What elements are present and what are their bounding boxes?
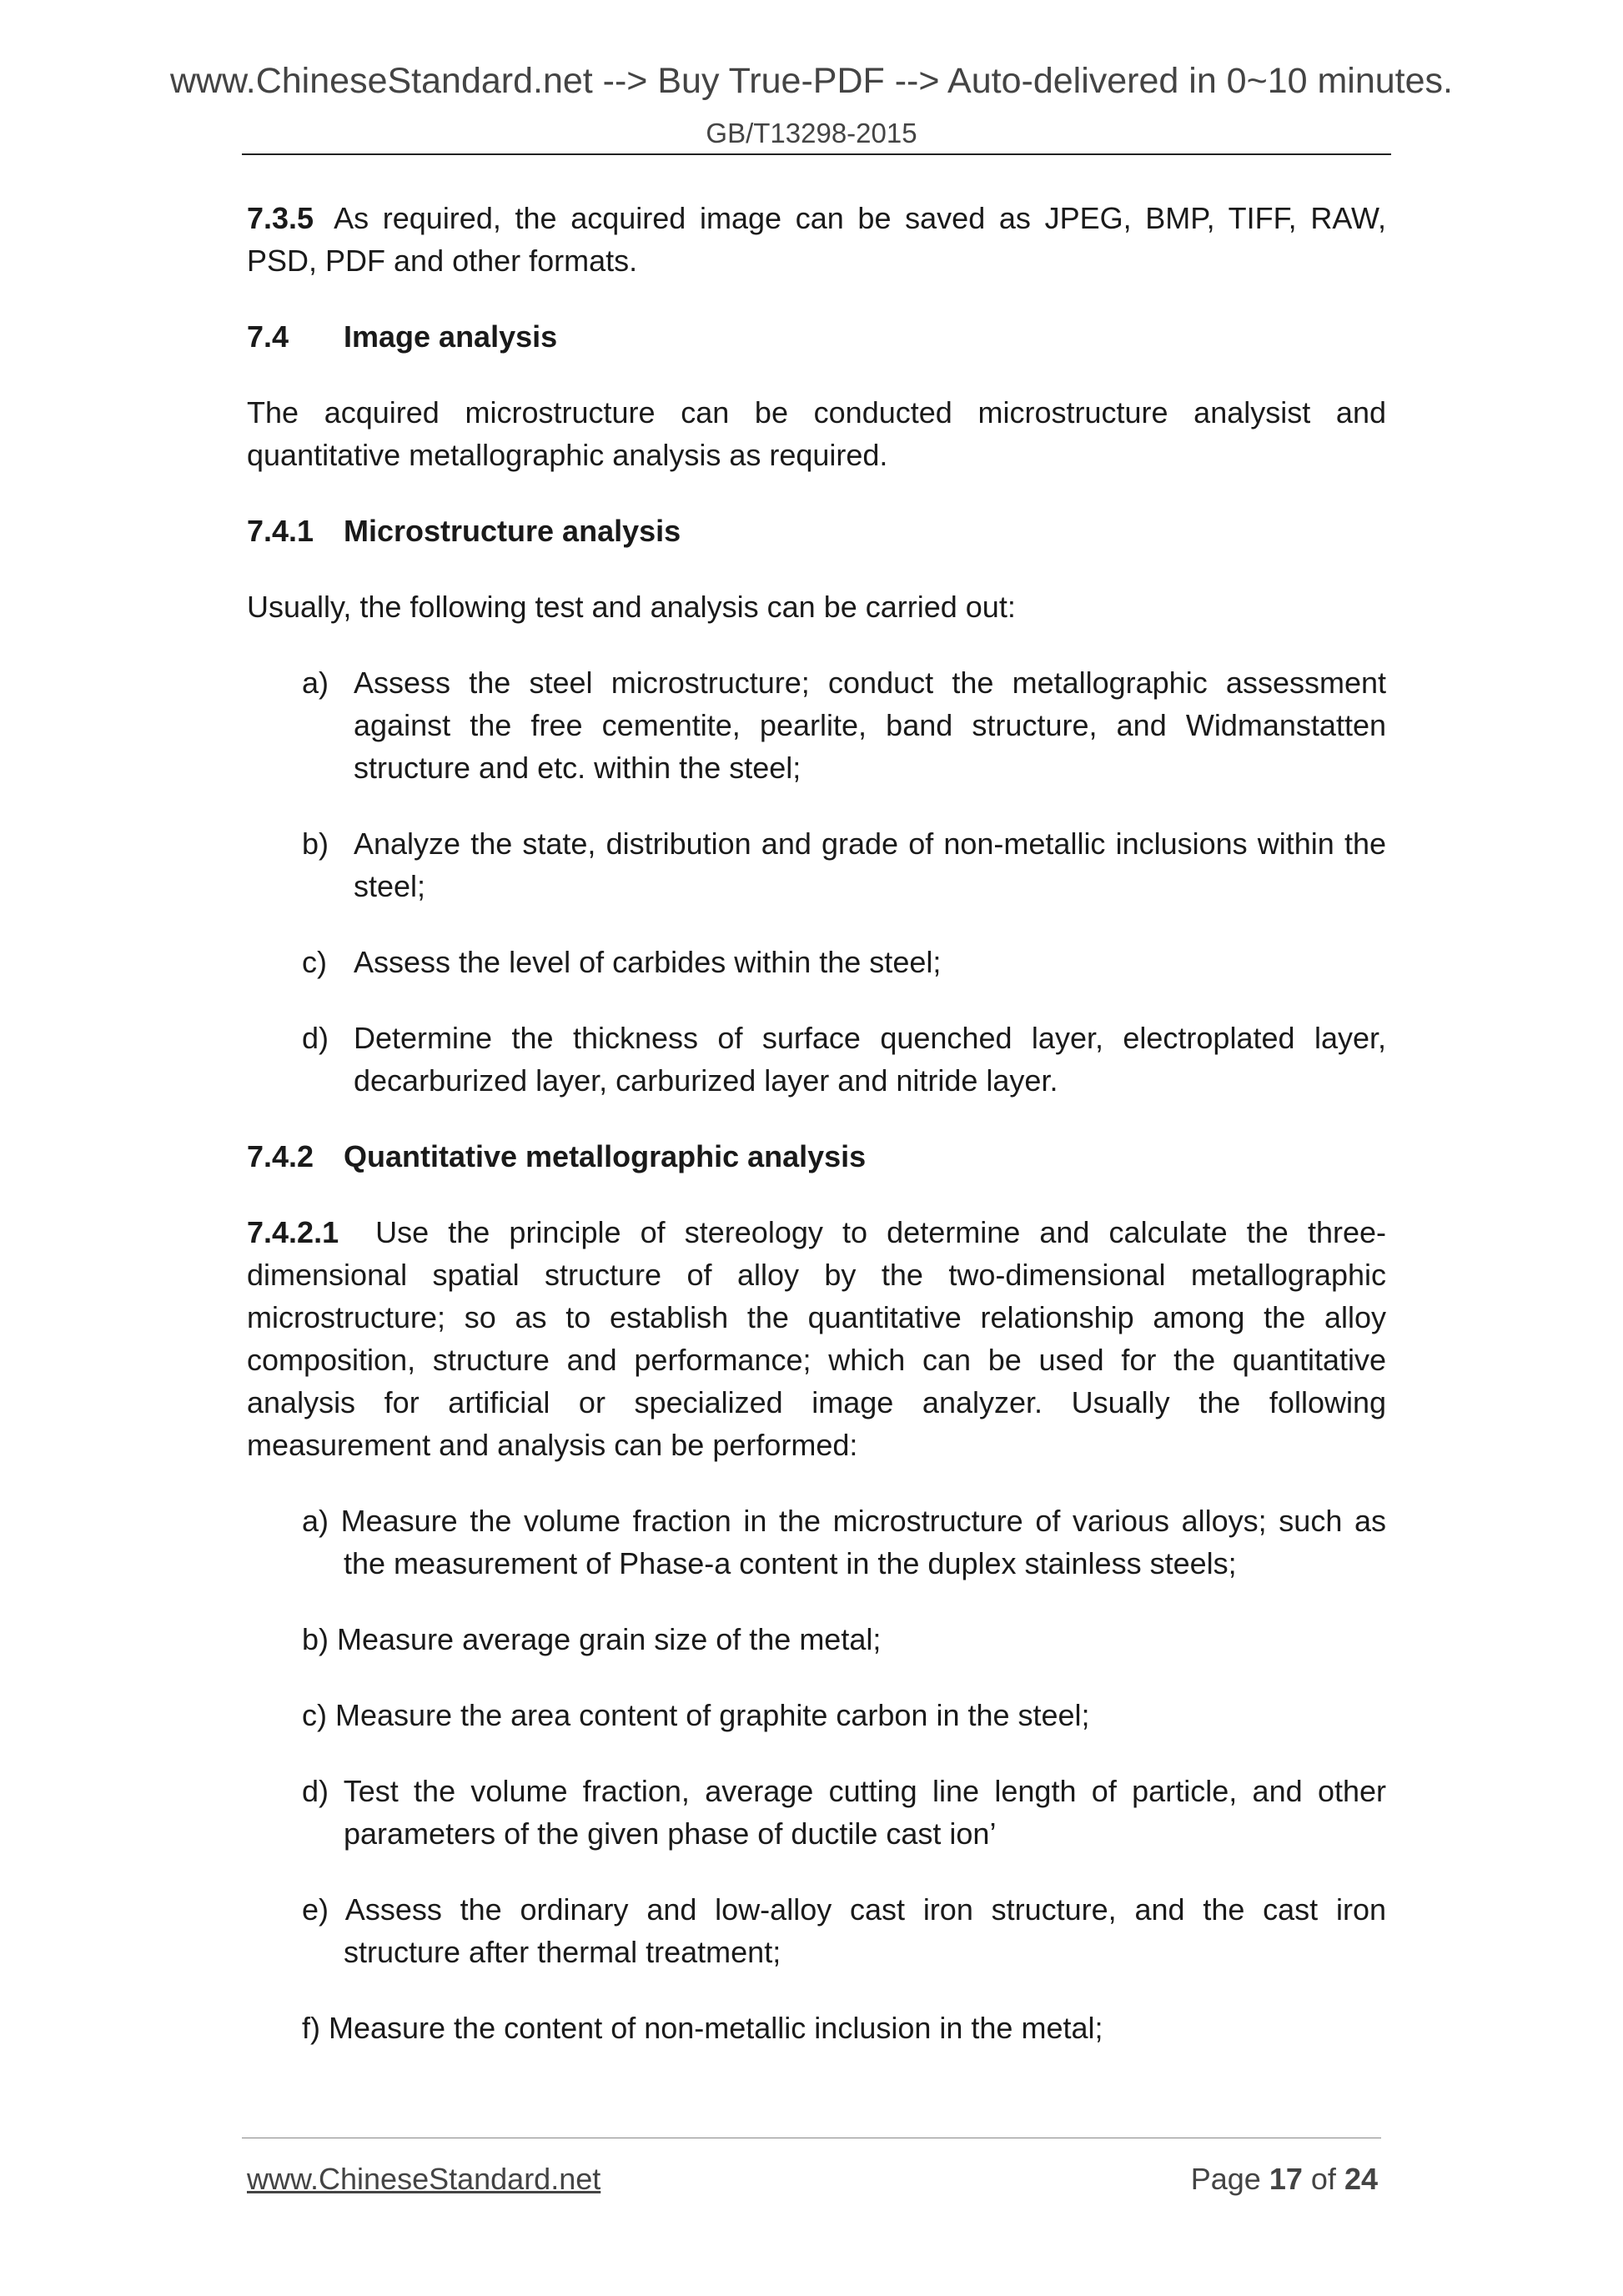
section-7-4-text: The acquired microstructure can be conducted microstructure analysist and quantitative metallographic analysis as required.: [247, 395, 1386, 472]
page-total: 24: [1344, 2162, 1378, 2196]
list-marker: a): [302, 666, 329, 700]
list-item: e) Assess the ordinary and low-alloy cast iron structure, and the cast iron structure after thermal treatment;: [302, 1892, 1386, 1969]
section-title: Image analysis: [344, 319, 558, 354]
site-banner: www.ChineseStandard.net --> Buy True-PDF --> Auto-delivered in 0~10 minutes.: [169, 61, 1453, 101]
list-item: [247, 661, 1386, 789]
standard-code: GB/T13298-2015: [706, 118, 917, 148]
list-text: Assess the level of carbides within the steel;: [354, 945, 942, 979]
list-text: Determine the thickness of surface quenched layer, electroplated layer, decarburized layer, carburized layer and nitride layer.: [354, 1021, 1386, 1098]
list-text: Assess the steel microstructure; conduct the metallographic assessment against the free cementite, pearlite, band structure, and Widmanstatten structure and etc. within the steel;: [354, 666, 1386, 785]
list-marker: d): [302, 1021, 329, 1055]
section-number: 7.4: [247, 319, 289, 354]
section-title: Quantitative metallographic analysis: [344, 1139, 867, 1173]
list-marker: c): [302, 945, 327, 979]
list-item: c) Measure the area content of graphite carbon in the steel;: [302, 1698, 1090, 1732]
list-item: [247, 822, 1386, 907]
list-item: [247, 1017, 1386, 1102]
clause-7-3-5: [247, 197, 1386, 282]
clause-number: 7.3.5: [247, 201, 314, 235]
clause-text: As required, the acquired image can be saved as JPEG, BMP, TIFF, RAW, PSD, PDF and other formats.: [247, 201, 1386, 278]
page-separator: of: [1310, 2162, 1336, 2196]
page-indicator: [1191, 2161, 1378, 2197]
section-heading-7-4-2: [247, 1135, 1386, 1178]
list-text: Analyze the state, distribution and grade of non-metallic inclusions within the steel;: [354, 826, 1386, 903]
clause-number: 7.4.2.1: [247, 1215, 339, 1249]
list-item: [247, 941, 1386, 983]
footer-site-link[interactable]: www.ChineseStandard.net: [247, 2162, 601, 2196]
section-7-4-1-intro: Usually, the following test and analysis can be carried out:: [247, 590, 1016, 624]
page-current: 17: [1269, 2162, 1303, 2196]
list-marker: b): [302, 826, 329, 861]
page-label: Page: [1190, 2162, 1261, 2196]
section-heading-7-4: [247, 315, 1386, 358]
list-item: b) Measure average grain size of the metal;: [302, 1622, 882, 1656]
section-title: Microstructure analysis: [344, 514, 681, 548]
header-divider: [242, 153, 1391, 155]
section-heading-7-4-1: [247, 510, 1386, 552]
list-item: a) Measure the volume fraction in the microstructure of various alloys; such as the measurement of Phase-a content in the duplex stainless steels;: [302, 1504, 1386, 1580]
clause-7-4-2-1: [247, 1211, 1386, 1466]
list-item: f) Measure the content of non-metallic inclusion in the metal;: [302, 2011, 1103, 2045]
list-item: d) Test the volume fraction, average cutting line length of particle, and other parameters of the given phase of ductile cast ion’: [302, 1774, 1386, 1851]
clause-text: Use the principle of stereology to determine and calculate the three-dimensional spatial structure of alloy by the two-dimensional metallographic microstructure; so as to establish the quantitative relationship among the alloy composition, structure and performance; which can be used for the quantitative analysis for artificial or specialized image analyzer. Usually the following measurement and analysis can be performed:: [247, 1215, 1386, 1462]
document-body: [247, 197, 1386, 2082]
section-number: 7.4.2: [247, 1139, 314, 1173]
section-number: 7.4.1: [247, 514, 314, 548]
